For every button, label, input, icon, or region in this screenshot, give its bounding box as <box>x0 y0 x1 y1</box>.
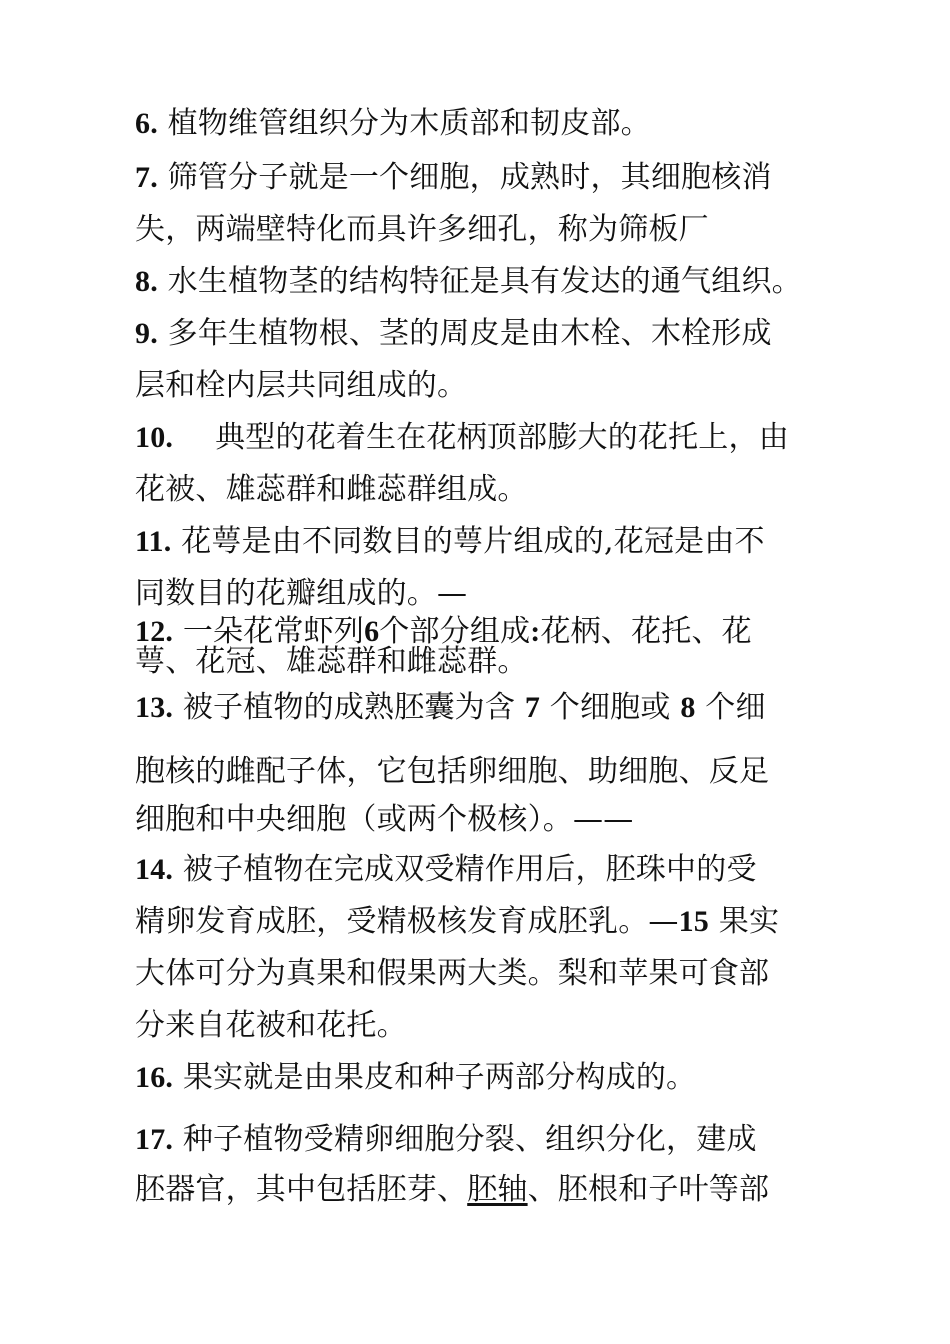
item-number: 11. <box>135 525 172 558</box>
item-text: 失，两端壁特化而具许多细孔，称为筛板厂 <box>135 212 709 247</box>
item-text: 精卵发育成胚，受精极核发育成胚乳。— <box>135 904 679 939</box>
item-number: 12. <box>135 615 174 648</box>
item-8 <box>135 262 802 302</box>
item-text: 胚器官，其中包括胚芽、 <box>135 1172 468 1207</box>
item-text: 典型的花着生在花柄顶部膨大的花托上，由 <box>215 420 789 455</box>
item-7-continuation <box>135 210 709 250</box>
item-number: 6. <box>135 107 158 140</box>
item-15-continuation <box>135 1006 407 1046</box>
item-number: 8. <box>135 265 158 298</box>
item-text: 分来自花被和花托。 <box>135 1008 407 1043</box>
item-text: 个部分组成 <box>379 614 531 649</box>
item-number: 7. <box>135 161 158 194</box>
item-text: 果实就是由果皮和种子两部分构成的。 <box>182 1060 697 1095</box>
item-11 <box>135 522 765 562</box>
item-text: 同数目的花瓣组成的。— <box>135 576 468 611</box>
item-text: 个细胞或 <box>549 690 671 725</box>
item-14 <box>135 850 757 890</box>
item-text: 层和栓内层共同组成的。 <box>135 368 468 403</box>
item-6 <box>135 104 651 144</box>
item-7 <box>135 158 772 198</box>
item-count: 8 <box>680 691 696 724</box>
item-text: 、胚根和子叶等部 <box>527 1172 770 1207</box>
item-text: 花萼是由不同数目的萼片组成的,花冠是由不 <box>181 524 765 559</box>
item-16 <box>135 1058 696 1098</box>
item-count: 7 <box>524 691 541 724</box>
item-number: 17. <box>135 1123 174 1156</box>
item-text: 花被、雄蕊群和雌蕊群组成。 <box>135 472 528 507</box>
item-11-continuation <box>135 574 467 614</box>
item-number: 15 <box>678 905 710 938</box>
item-17 <box>135 1120 757 1160</box>
item-10 <box>135 418 789 458</box>
item-colon: : <box>530 615 541 648</box>
item-14-continuation <box>135 902 779 942</box>
item-text: 果实 <box>718 904 780 939</box>
item-text: 大体可分为真果和假果两大类。梨和苹果可食部 <box>135 956 770 991</box>
item-number: 16. <box>135 1061 174 1094</box>
item-17-continuation <box>135 1170 769 1210</box>
item-number: 9. <box>135 317 158 350</box>
item-text: 胞核的雌配子体，它包括卵细胞、助细胞、反足 <box>135 754 770 789</box>
item-text: 被子植物的成熟胚囊为含 <box>182 690 516 725</box>
item-text: 水生植物茎的结构特征是具有发达的通气组织。 <box>167 264 802 299</box>
item-text: 一朵花常虾列 <box>182 614 365 649</box>
item-number: 13. <box>135 691 174 724</box>
item-text: 细胞和中央细胞（或两个极核）。—— <box>135 802 634 837</box>
item-text: 筛管分子就是一个细胞，成熟时，其细胞核消 <box>167 160 772 195</box>
item-13 <box>135 688 766 728</box>
item-text: 萼、花冠、雄蕊群和雌蕊群。 <box>135 644 528 679</box>
item-text: 多年生植物根、茎的周皮是由木栓、木栓形成 <box>167 316 772 351</box>
item-count: 6 <box>364 615 380 648</box>
item-13-continuation <box>135 752 769 792</box>
item-number: 10. <box>135 421 174 454</box>
item-9 <box>135 314 772 354</box>
item-text: 个细 <box>705 690 766 725</box>
underlined-term: 胚轴 <box>467 1172 528 1207</box>
item-text: 花柄、花托、花 <box>540 614 752 649</box>
item-text: 被子植物在完成双受精作用后，胚珠中的受 <box>182 852 757 887</box>
item-12-continuation <box>135 642 528 682</box>
item-text: 种子植物受精卵细胞分裂、组织分化，建成 <box>182 1122 757 1157</box>
item-15-continuation <box>135 954 769 994</box>
item-number: 14. <box>135 853 174 886</box>
item-13-continuation <box>135 800 633 840</box>
item-10-continuation <box>135 470 528 510</box>
item-text: 植物维管组织分为木质部和韧皮部。 <box>167 106 651 141</box>
item-9-continuation <box>135 366 467 406</box>
